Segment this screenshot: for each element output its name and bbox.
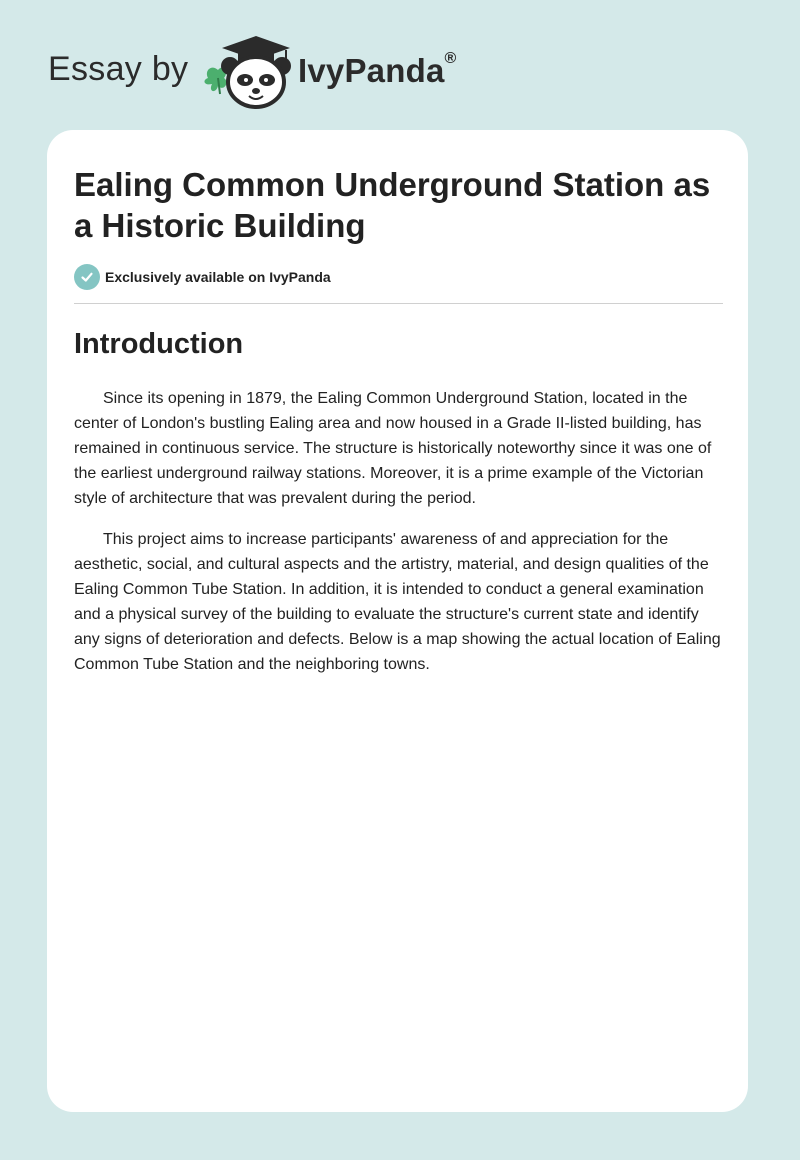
availability-badge <box>74 264 331 290</box>
panda-graduate-icon[interactable] <box>202 34 298 110</box>
essay-by-label: Essay by <box>48 50 189 88</box>
check-icon <box>74 264 100 290</box>
brand-name[interactable]: IvyPanda® <box>298 50 457 89</box>
essay-card <box>47 130 748 1112</box>
essay-body <box>74 386 724 693</box>
paragraph: This project aims to increase participants' awareness of and appreciation for the aesthetic, social, and cultural aspects and the artistry, material, and design qualities of the Ealing Common Tube Station. In addition, it is intended to conduct a general examination and a physical survey of the building to evaluate the structure's current state and identify any signs of deterioration and defects. Below is a map showing the actual location of Ealing Common Tube Station and the neighboring towns. <box>74 531 721 673</box>
essay-title: Ealing Common Underground Station as a Historic Building <box>74 166 711 244</box>
site-header <box>48 34 488 114</box>
section-heading: Introduction <box>74 328 244 360</box>
divider <box>74 303 723 304</box>
registered-mark: ® <box>444 50 457 67</box>
availability-text: Exclusively available on IvyPanda <box>105 269 331 285</box>
paragraph: Since its opening in 1879, the Ealing Common Underground Station, located in the center of London's bustling Ealing area and now housed in a Grade II-listed building, has remained in continuous service. The structure is historically noteworthy since it was one of the earliest underground railway stations. Moreover, it is a prime example of the Victorian style of architecture that was prevalent during the period. <box>74 390 712 507</box>
